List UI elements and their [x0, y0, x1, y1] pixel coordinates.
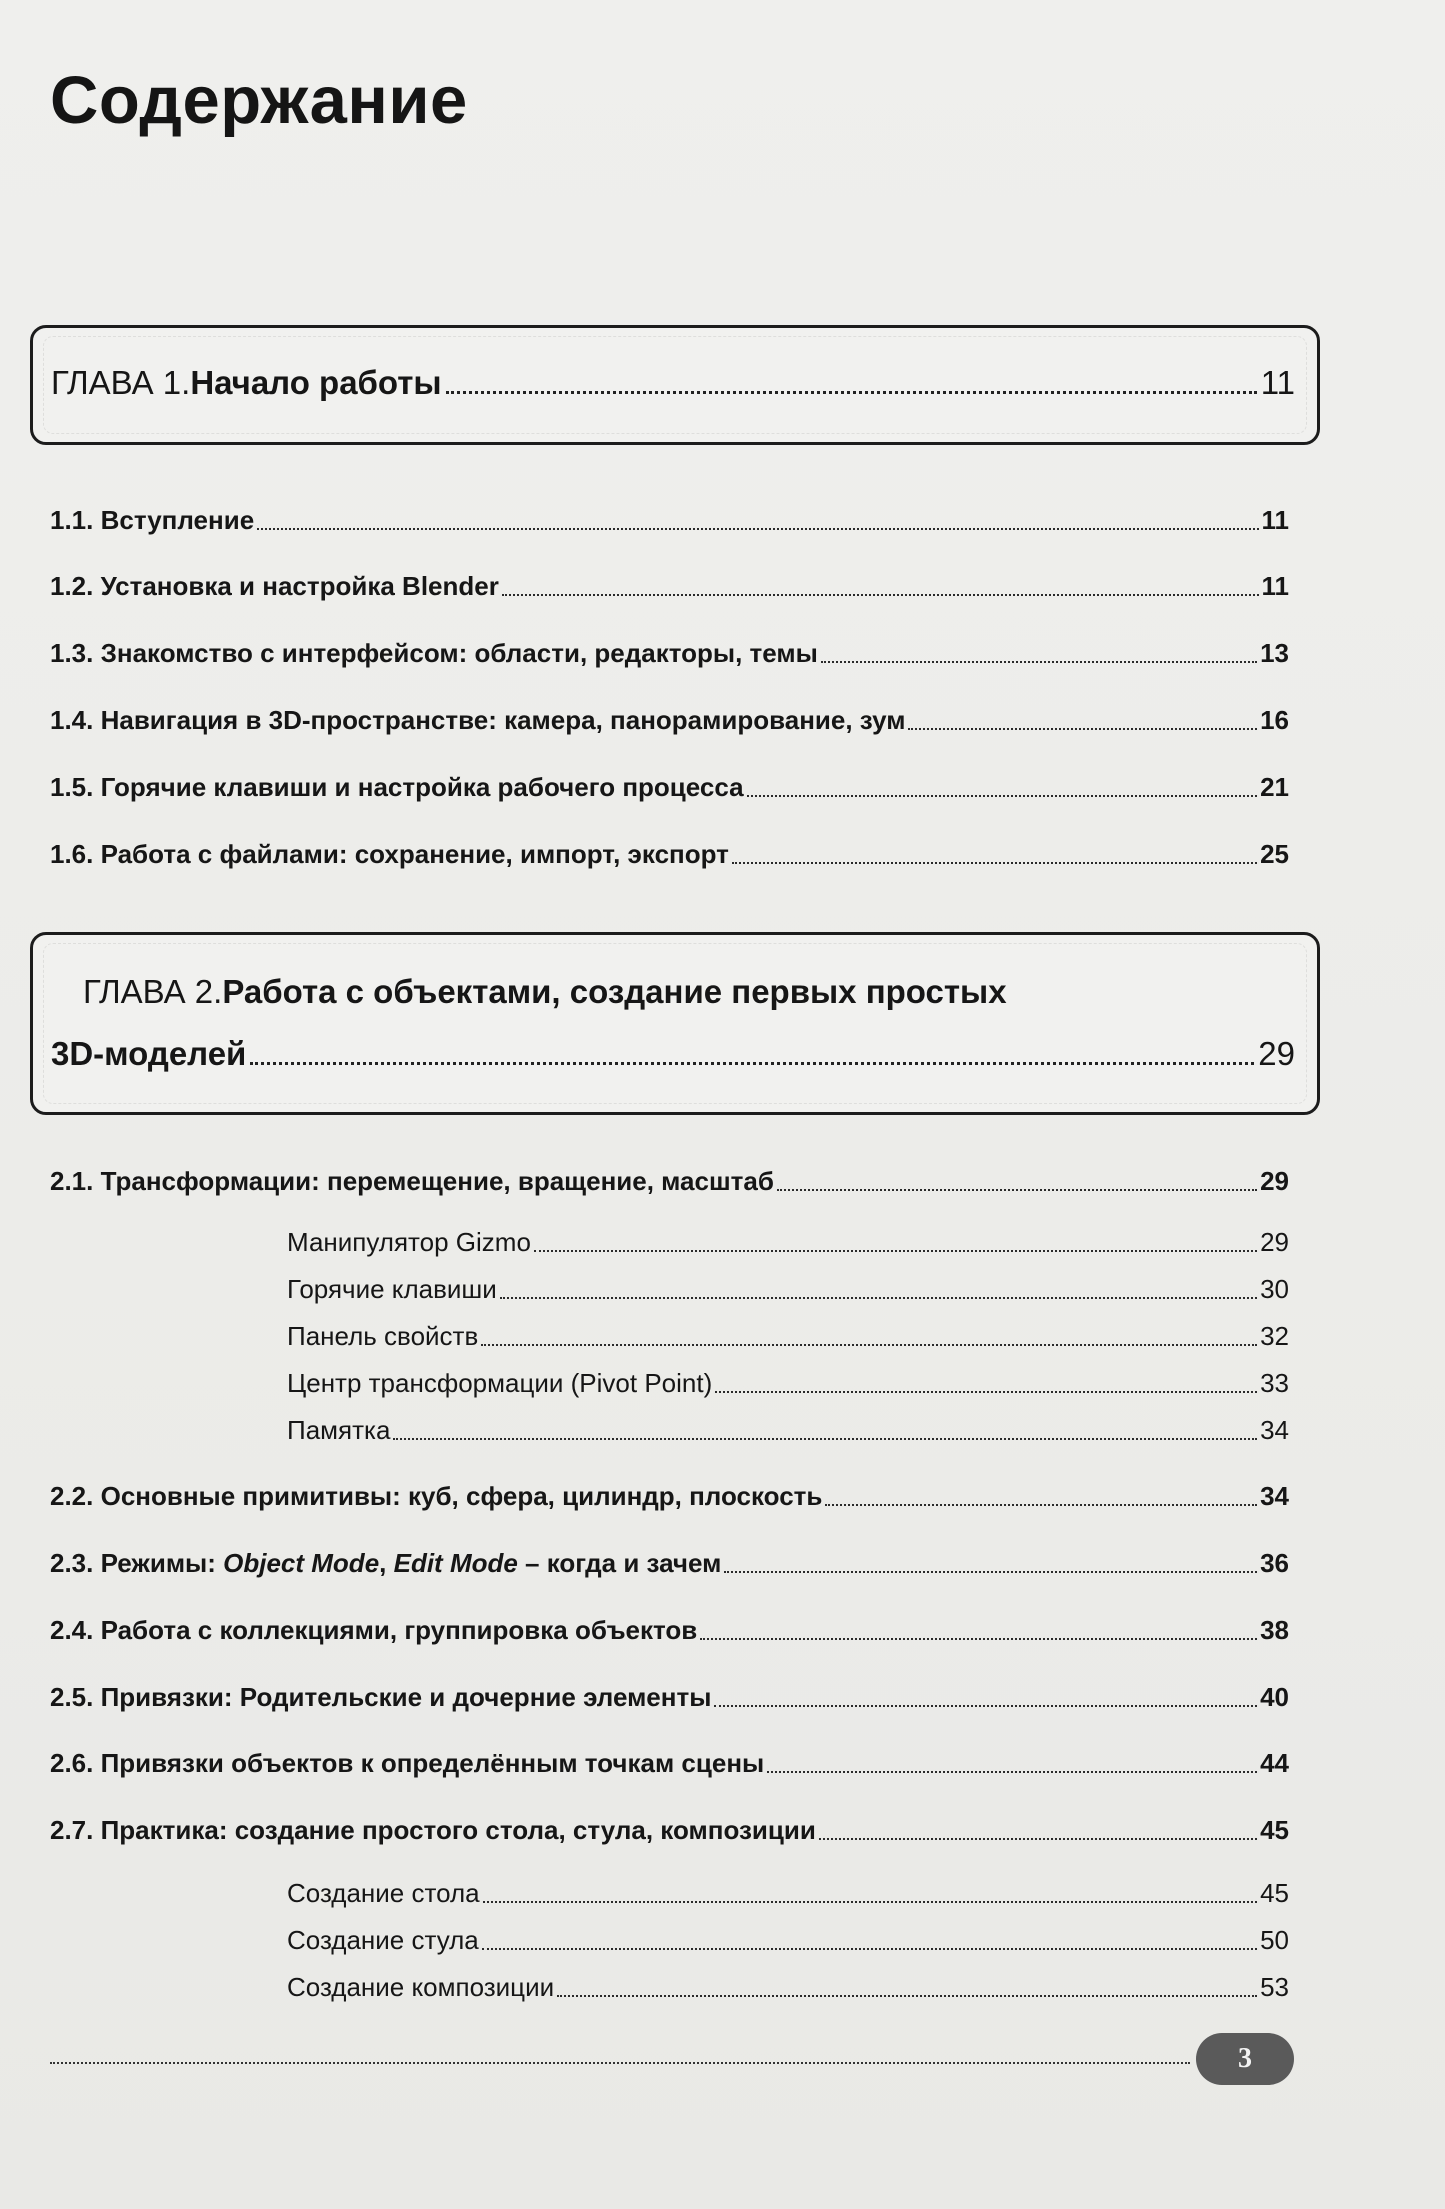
toc-entry-label: Создание стола: [287, 1878, 480, 1908]
page-number-badge: 3: [1196, 2033, 1294, 2085]
toc-entry-page: 29: [1260, 1227, 1289, 1257]
toc-subentry[interactable]: [287, 1368, 1289, 1399]
leader-dots: [393, 1438, 1257, 1440]
chapter-2-title-continued: 3D-моделей: [51, 1035, 247, 1072]
toc-entry-1-6[interactable]: [50, 839, 1289, 870]
leader-dots: [483, 1901, 1257, 1903]
toc-entry-label: 2.6. Привязки объектов к определённым точкам сцены: [50, 1748, 765, 1778]
chapter-1-title: Начало работы: [190, 364, 442, 401]
toc-subentry[interactable]: [287, 1925, 1289, 1956]
toc-entry-page: 45: [1260, 1815, 1289, 1845]
toc-entry-label: 1.1. Вступление: [50, 505, 255, 535]
chapter-2-title-line-2[interactable]: [51, 1035, 1295, 1073]
leader-dots: [446, 391, 1257, 394]
leader-dots: [908, 728, 1257, 730]
toc-entry-label-part: – когда и зачем: [517, 1548, 722, 1578]
toc-entry-1-1[interactable]: [50, 505, 1289, 536]
leader-dots: [250, 1062, 1254, 1065]
toc-entry-page: 44: [1260, 1748, 1289, 1778]
leader-dots: [534, 1250, 1257, 1252]
toc-entry-2-7[interactable]: [50, 1815, 1289, 1846]
leader-dots: [732, 862, 1257, 864]
toc-entry-page: 40: [1260, 1682, 1289, 1712]
leader-dots: [747, 795, 1257, 797]
leader-dots: [724, 1571, 1257, 1573]
toc-entry-2-4[interactable]: [50, 1615, 1289, 1646]
toc-entry-page: 34: [1260, 1481, 1289, 1511]
toc-subentry[interactable]: [287, 1321, 1289, 1352]
toc-entry-2-5[interactable]: [50, 1682, 1289, 1713]
toc-entry-page: 53: [1260, 1972, 1289, 2002]
leader-dots: [821, 661, 1257, 663]
toc-entry-label: 2.5. Привязки: Родительские и дочерние элементы: [50, 1682, 712, 1712]
toc-entry-page: 34: [1260, 1415, 1289, 1445]
chapter-2-box: [30, 932, 1320, 1115]
toc-entry-label-part: ,: [379, 1548, 394, 1578]
toc-entry-label: 2.1. Трансформации: перемещение, вращение, масштаб: [50, 1166, 774, 1196]
toc-entry-page: 32: [1260, 1321, 1289, 1351]
toc-entry-page: 50: [1260, 1925, 1289, 1955]
toc-subentry[interactable]: [287, 1878, 1289, 1909]
chapter-2-title-line-1[interactable]: [83, 973, 1295, 1011]
toc-subentry[interactable]: [287, 1972, 1289, 2003]
leader-dots: [257, 528, 1258, 530]
chapter-2-title: Работа с объектами, создание первых простых: [222, 973, 1007, 1010]
toc-entry-label: 1.5. Горячие клавиши и настройка рабочего процесса: [50, 772, 744, 802]
toc-entry-page: 25: [1260, 839, 1289, 869]
leader-dots: [714, 1705, 1257, 1707]
leader-dots: [502, 594, 1259, 596]
toc-entry-1-5[interactable]: [50, 772, 1289, 803]
leader-dots: [777, 1189, 1257, 1191]
toc-entry-label: 2.4. Работа с коллекциями, группировка объектов: [50, 1615, 698, 1645]
toc-subentry[interactable]: [287, 1415, 1289, 1446]
toc-entry-page: 33: [1260, 1368, 1289, 1398]
toc-entry-label: 1.3. Знакомство с интерфейсом: области, редакторы, темы: [50, 638, 818, 668]
toc-entry-label: Памятка: [287, 1415, 391, 1445]
toc-entry-label: Манипулятор Gizmo: [287, 1227, 531, 1257]
toc-entry-label: Создание композиции: [287, 1972, 555, 2002]
leader-dots: [819, 1838, 1257, 1840]
edit-mode-term: Edit Mode: [393, 1548, 518, 1578]
toc-entry-label: 1.4. Навигация в 3D-пространстве: камера, панорамирование, зум: [50, 705, 906, 735]
leader-dots: [482, 1948, 1257, 1950]
toc-entry-page: 45: [1260, 1878, 1289, 1908]
toc-entry-2-6[interactable]: [50, 1748, 1289, 1779]
chapter-2-prefix: ГЛАВА 2.: [83, 973, 223, 1010]
footer-divider: [50, 2062, 1190, 2064]
toc-subentry[interactable]: [287, 1274, 1289, 1305]
page-title: Содержание: [50, 63, 468, 138]
toc-entry-page: 30: [1260, 1274, 1289, 1304]
toc-entry-label: 2.2. Основные примитивы: куб, сфера, цилиндр, плоскость: [50, 1481, 823, 1511]
toc-entry-page: 11: [1261, 571, 1289, 601]
toc-entry-label: Центр трансформации (Pivot Point): [287, 1368, 713, 1398]
leader-dots: [481, 1344, 1257, 1346]
toc-entry-1-2[interactable]: [50, 571, 1289, 602]
chapter-1-entry[interactable]: [51, 364, 1295, 402]
toc-entry-page: 38: [1260, 1615, 1289, 1645]
toc-entry-label: Панель свойств: [287, 1321, 479, 1351]
leader-dots: [715, 1391, 1257, 1393]
chapter-1-page: 11: [1260, 364, 1295, 401]
toc-entry-label: 1.2. Установка и настройка Blender: [50, 571, 499, 601]
toc-subentry[interactable]: [287, 1227, 1289, 1258]
toc-entry-1-4[interactable]: [50, 705, 1289, 736]
leader-dots: [700, 1638, 1257, 1640]
chapter-1-box: [30, 325, 1320, 445]
toc-entry-page: 29: [1260, 1166, 1289, 1196]
chapter-1-prefix: ГЛАВА 1.: [51, 364, 191, 401]
toc-entry-page: 21: [1260, 772, 1289, 802]
toc-entry-page: 13: [1260, 638, 1289, 668]
toc-entry-2-1[interactable]: [50, 1166, 1289, 1197]
toc-entry-1-3[interactable]: [50, 638, 1289, 669]
toc-entry-page: 16: [1260, 705, 1289, 735]
chapter-2-page: 29: [1258, 1035, 1295, 1072]
toc-entry-label: 2.7. Практика: создание простого стола, стула, композиции: [50, 1815, 816, 1845]
toc-entry-label: 1.6. Работа с файлами: сохранение, импорт, экспорт: [50, 839, 729, 869]
object-mode-term: Object Mode: [223, 1548, 380, 1578]
leader-dots: [557, 1995, 1257, 1997]
leader-dots: [825, 1504, 1257, 1506]
toc-entry-page: 36: [1260, 1548, 1289, 1578]
toc-entry-label-part: 2.3. Режимы:: [50, 1548, 224, 1578]
toc-entry-2-3[interactable]: [50, 1548, 1289, 1579]
toc-entry-label: [50, 1548, 721, 1579]
leader-dots: [500, 1297, 1257, 1299]
toc-entry-2-2[interactable]: [50, 1481, 1289, 1512]
toc-entry-label: Горячие клавиши: [287, 1274, 497, 1304]
toc-entry-page: 11: [1261, 505, 1289, 535]
toc-entry-label: Создание стула: [287, 1925, 479, 1955]
leader-dots: [767, 1771, 1257, 1773]
